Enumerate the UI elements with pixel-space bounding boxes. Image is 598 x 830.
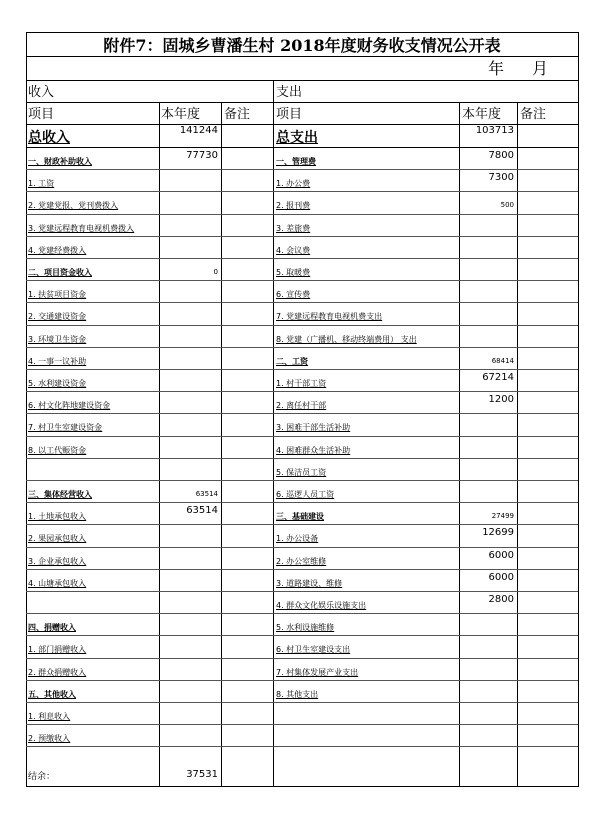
grid-hline (26, 436, 578, 437)
expense-row-label: 一、管理费 (276, 157, 316, 166)
grid-vline (26, 32, 27, 787)
income-row-label: 6. 村文化阵地建设资金 (28, 401, 111, 411)
grid-hline (26, 124, 579, 125)
expense-row-label: 5. 取暖费 (276, 268, 311, 277)
expense-row-label: 7. 村集体发展产业支出 (276, 667, 359, 677)
income-row-label: 三、集体经营收入 (28, 490, 92, 499)
income-row-label: 2. 果园承包收入 (28, 534, 87, 544)
income-row-label: 3. 党建远程教育电视机费拨入 (28, 223, 135, 233)
year-month-label (488, 61, 548, 77)
expense-row-value: 7300 (488, 172, 514, 184)
grid-hline (26, 458, 578, 459)
expense-row-label: 1. 办公费 (276, 179, 311, 189)
grid-hline (26, 613, 578, 614)
grid-hline (26, 391, 578, 392)
income-row-value: 63514 (195, 490, 218, 498)
grid-hline (26, 325, 578, 326)
grid-hline (26, 102, 579, 103)
expense-row-label: 5. 水利设施维修 (276, 623, 335, 633)
expense-row-label: 3. 差旅费 (276, 223, 311, 233)
expense-total-label: 总支出 (276, 130, 318, 146)
expense-row-label: 3. 道路建设、维修 (276, 578, 343, 588)
grid-hline (26, 547, 578, 548)
expense-row-value: 7800 (488, 150, 514, 161)
grid-hline (26, 635, 578, 636)
grid-hline (26, 746, 578, 747)
income-row-label: 3. 环境卫生资金 (28, 334, 87, 344)
income-row-label: 五、其他收入 (28, 689, 76, 699)
income-row-label: 二、项目资金收入 (28, 268, 92, 277)
income-row-label: 1. 利息收入 (28, 712, 71, 721)
income-row-label: 1. 部门捐赠收入 (28, 645, 87, 655)
expense-row-label: 2. 离任村干部 (276, 401, 327, 411)
income-row-label: 2. 预缴收入 (28, 734, 71, 744)
expense-row-label: 2. 报刊费 (276, 201, 311, 211)
grid-vline (578, 32, 579, 787)
grid-vline (517, 102, 518, 786)
month-label: 月 (532, 59, 549, 78)
grid-vline (459, 102, 460, 786)
expense-row-label: 1. 办公设备 (276, 534, 319, 544)
grid-hline (26, 413, 578, 414)
expense-row-label: 6. 宣传费 (276, 290, 311, 300)
income-row-label: 2. 党建党报、党刊费拨入 (28, 201, 119, 211)
grid-hline (26, 56, 579, 57)
grid-hline (26, 280, 578, 281)
income-balance-value: 37531 (186, 769, 218, 780)
expense-row-value: 67214 (482, 372, 514, 383)
income-row-label: 5. 水利建设资金 (28, 379, 87, 388)
income-row-value: 63514 (186, 505, 218, 517)
expense-row-label: 三、基础建设 (276, 512, 324, 522)
expense-row-label: 8. 党建（广播机、移动终端费用） 支出 (276, 334, 417, 344)
expense-row-value: 500 (500, 201, 514, 210)
expense-row-value: 1200 (488, 394, 514, 406)
income-col-year: 本年度 (161, 107, 201, 122)
grid-hline (26, 191, 578, 192)
grid-hline (26, 147, 579, 148)
grid-hline (26, 680, 578, 681)
income-row-label: 1. 工资 (28, 179, 55, 189)
income-row-label: 4. 一事一议补助 (28, 356, 87, 366)
expense-row-label: 5. 保洁员工资 (276, 467, 327, 477)
income-col-item: 项目 (28, 107, 55, 122)
grid-hline (26, 786, 579, 787)
expense-row-value: 27499 (491, 512, 514, 521)
income-row-label: 1. 扶贫项目资金 (28, 290, 87, 300)
grid-hline (26, 302, 578, 303)
grid-hline (26, 591, 578, 592)
sheet-title: 附件7：固城乡曹潘生村 2018年度财务收支情况公开表 (103, 36, 501, 55)
expense-row-label: 1. 村干部工资 (276, 379, 327, 388)
income-row-label: 2. 群众捐赠收入 (28, 667, 87, 677)
expense-row-label: 6. 巡逻人员工资 (276, 490, 335, 499)
grid-hline (26, 502, 578, 503)
expense-row-value: 6000 (488, 549, 514, 561)
grid-hline (26, 236, 578, 237)
grid-hline (26, 658, 578, 659)
year-label: 年 (488, 59, 505, 78)
grid-hline (26, 524, 578, 525)
income-section-label: 收入 (28, 85, 55, 100)
grid-hline (26, 32, 579, 33)
income-row-label: 2. 交通建设资金 (28, 312, 87, 322)
expense-row-label: 二、工资 (276, 356, 308, 366)
grid-hline (26, 569, 578, 570)
expense-row-value: 68414 (491, 356, 514, 365)
expense-row-label: 3. 困难干部生活补助 (276, 423, 351, 433)
expense-row-label: 4. 会议费 (276, 245, 311, 255)
expense-col-item: 项目 (276, 107, 303, 122)
grid-hline (26, 169, 578, 170)
income-row-label: 一、财政补助收入 (28, 157, 92, 166)
expense-col-year: 本年度 (462, 107, 502, 122)
grid-hline (26, 347, 578, 348)
expense-row-label: 4. 困难群众生活补助 (276, 445, 351, 455)
income-row-value: 0 (213, 268, 218, 276)
grid-hline (26, 214, 578, 215)
grid-vline (221, 102, 222, 786)
income-row-label: 3. 企业承包收入 (28, 556, 87, 566)
expense-section-label: 支出 (276, 85, 303, 100)
expense-col-note: 备注 (520, 107, 547, 122)
expense-row-value: 6000 (488, 571, 514, 583)
expense-row-label: 4. 群众文化娱乐设施支出 (276, 601, 367, 610)
grid-hline (26, 724, 578, 725)
income-total-label: 总收入 (28, 130, 70, 146)
income-col-note: 备注 (224, 107, 251, 122)
grid-hline (26, 480, 578, 481)
grid-hline (26, 80, 579, 81)
income-row-label: 7. 村卫生室建设资金 (28, 423, 103, 433)
expense-row-value: 12699 (482, 527, 514, 539)
income-row-label: 8. 以工代赈资金 (28, 445, 87, 455)
grid-hline (26, 258, 578, 259)
expense-row-label: 7. 党建远程教育电视机费支出 (276, 312, 383, 322)
income-row-value: 77730 (186, 150, 218, 161)
expense-row-value: 2800 (488, 594, 514, 605)
income-row-label: 四、捐赠收入 (28, 623, 76, 633)
grid-hline (26, 369, 578, 370)
expense-row-label: 6. 村卫生室建设支出 (276, 645, 351, 655)
income-row-label: 1. 土地承包收入 (28, 512, 87, 522)
grid-vline (159, 102, 160, 786)
grid-hline (26, 702, 578, 703)
expense-total-value: 103713 (475, 125, 514, 136)
income-total-value: 141244 (179, 125, 218, 136)
income-balance-label: 结余： (28, 772, 56, 782)
income-row-label: 4. 党建经费拨入 (28, 245, 87, 255)
expense-row-label: 2. 办公室维修 (276, 556, 327, 566)
expense-row-label: 8. 其他支出 (276, 689, 319, 699)
income-row-label: 4. 山塘承包收入 (28, 578, 87, 588)
